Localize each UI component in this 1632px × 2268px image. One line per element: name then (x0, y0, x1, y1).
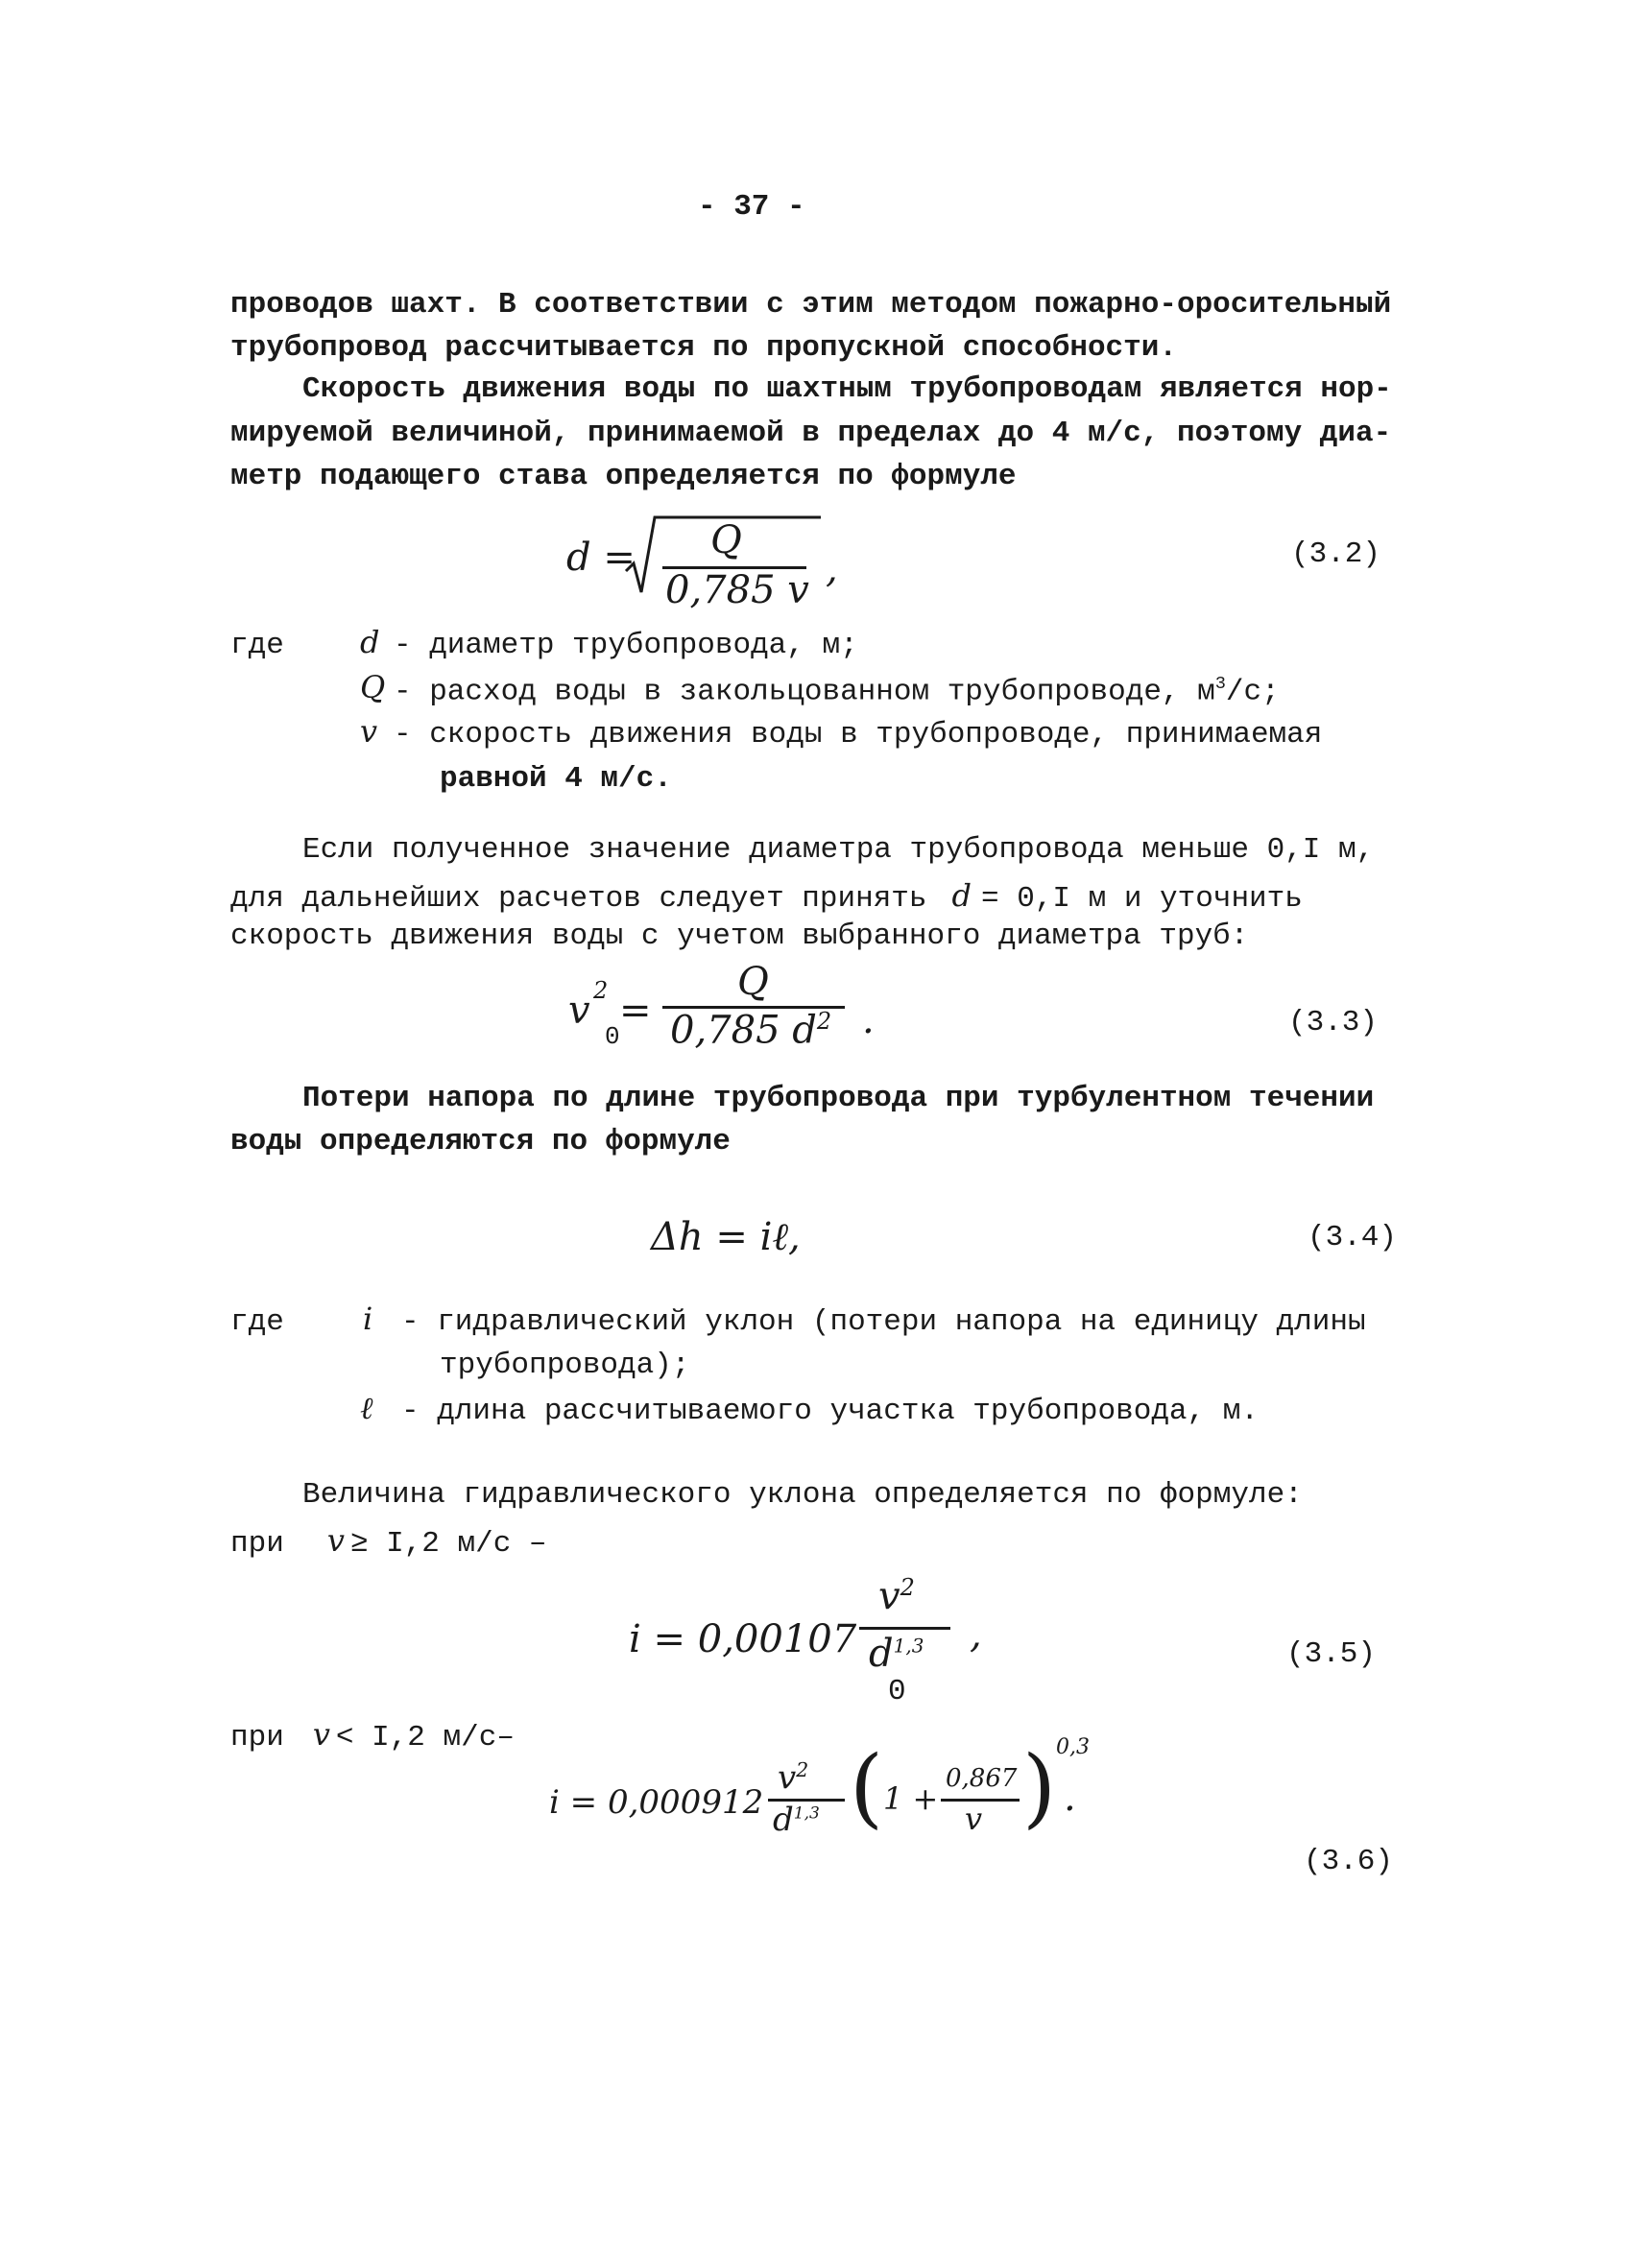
eq33-number: (3.3) (1288, 1006, 1379, 1039)
para4-line2: воды определяются по формуле (230, 1125, 731, 1158)
eq32-lhs: d = (566, 536, 636, 580)
eq36-paren-open: ( (850, 1737, 884, 1838)
para4-line1: Потери напора по длине трубопровода при турбулентном течении (302, 1082, 1375, 1115)
eq33-eq: = (619, 989, 652, 1033)
eq33-lhs: v (568, 989, 590, 1033)
eq35-fraction-bar (859, 1627, 950, 1630)
eq36-trail: . (1064, 1776, 1076, 1820)
defs2-i-text: - гидравлический уклон (потери напора на единицу длины (401, 1305, 1366, 1339)
defs1-q-symbol: Q (360, 669, 386, 705)
defs1-v-text2: равной 4 м/с. (440, 762, 672, 796)
defs2-l-symbol: ℓ (360, 1390, 373, 1426)
eq35-denominator: $d^{1,3}$ (869, 1632, 924, 1676)
eq36-lhs: i = 0,000912 (549, 1783, 764, 1822)
para2-line3: метр подающего става определяется по формуле (230, 460, 1017, 493)
eq32-denominator: 0,785 v (665, 568, 809, 612)
eq32-numerator: Q (710, 518, 742, 562)
para1-line2: трубопровод рассчитывается по пропускной способности. (230, 331, 1177, 365)
eq36-number: (3.6) (1304, 1845, 1394, 1878)
eq33-lhs-sub: 0 (605, 1022, 620, 1051)
eq33-lhs-sup: 2 (593, 977, 609, 1004)
defs1-d-symbol: d (360, 624, 380, 660)
eq32-trail: , (826, 547, 838, 591)
defs2-where: где (230, 1305, 284, 1339)
defs2-i-text2: трубопровода); (440, 1349, 690, 1382)
defs1-d-text: - диаметр трубопровода, м; (394, 629, 858, 662)
eq36-power: 0,3 (1056, 1735, 1090, 1759)
para3-line3: скорость движения воды с учетом выбранного диаметра труб: (230, 919, 1249, 953)
eq32-number: (3.2) (1291, 537, 1381, 571)
para5-cond1: при v ≥ I,2 м/с – (230, 1522, 547, 1561)
defs2-l-text: - длина рассчитываемого участка трубопровода, м. (401, 1395, 1259, 1428)
eq34-number: (3.4) (1308, 1221, 1398, 1254)
para1-line1: проводов шахт. В соответствии с этим методом пожарно-оросительный (230, 288, 1392, 322)
defs1-v-symbol: v (360, 713, 378, 750)
eq36-one-plus: 1 + (883, 1780, 939, 1817)
defs1-q-text: - расход воды в закольцованном трубопроводе, $м^3/с$; (394, 674, 1280, 709)
para5-cond2: при v < I,2 м/с– (230, 1716, 515, 1755)
eq35-number: (3.5) (1286, 1637, 1377, 1671)
para3-line2: для дальнейших расчетов следует принять d = 0,I м и уточнить (230, 877, 1303, 916)
para3-line1: Если полученное значение диаметра трубопровода меньше 0,I м, (302, 833, 1375, 867)
para5-line1: Величина гидравлического уклона определяется по формуле: (302, 1478, 1303, 1512)
defs1-v-text: - скорость движения воды в трубопроводе, принимаемая (394, 718, 1323, 752)
eq36-inner-numerator: 0,867 (946, 1764, 1018, 1793)
eq36-paren-close: ) (1022, 1737, 1057, 1838)
defs2-i-symbol: i (363, 1301, 373, 1337)
eq36-numerator: $v^2$ (778, 1758, 809, 1798)
eq35-den-sub: 0 (888, 1675, 906, 1708)
page-number: - 37 - (698, 190, 805, 224)
eq35-trail: , (970, 1612, 982, 1657)
para2-line1: Скорость движения воды по шахтным трубопроводам является нор- (302, 372, 1392, 406)
eq36-inner-denominator: v (965, 1801, 983, 1837)
eq33-denominator: 0,785 $d^2$ (670, 1008, 832, 1053)
eq35-numerator: $v^2$ (878, 1574, 915, 1619)
eq36-denominator: $d^{1,3}$ (773, 1801, 820, 1839)
para2-line2: мируемой величиной, принимаемой в пределах до 4 м/с, поэтому диа- (230, 417, 1392, 450)
eq34-expr: Δh = iℓ, (651, 1215, 801, 1259)
eq33-numerator: Q (737, 960, 769, 1004)
eq33-trail: . (862, 998, 875, 1042)
eq35-lhs: i = 0,00107 (629, 1617, 857, 1661)
defs1-where: где (230, 629, 284, 662)
